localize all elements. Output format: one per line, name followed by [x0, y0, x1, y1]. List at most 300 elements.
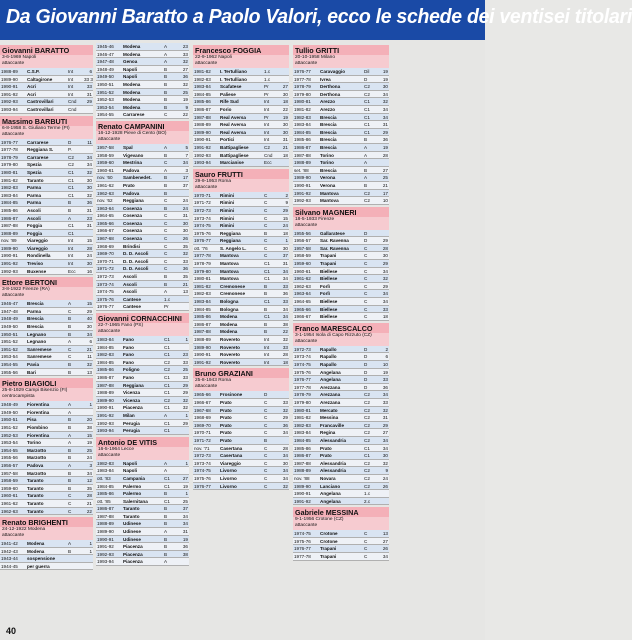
- career-row: [96, 543, 189, 551]
- player-name: Franco MARESCALCO: [293, 323, 389, 333]
- row-appearances: 19: [182, 483, 188, 489]
- row-appearances: 22: [282, 106, 288, 112]
- career-row: [96, 73, 189, 81]
- row-appearances: 31: [86, 91, 92, 97]
- row-appearances: 19: [86, 440, 92, 446]
- row-season: 1964-65: [294, 299, 311, 305]
- player-info-line: attaccante: [195, 384, 218, 390]
- row-club: Sar. Ravenna: [320, 238, 349, 244]
- row-season: 1979-80: [294, 91, 311, 97]
- row-season: 1993-94: [97, 428, 114, 434]
- row-season: 1990-91: [1, 84, 18, 90]
- row-appearances: 16: [86, 268, 92, 274]
- career-row: [0, 237, 93, 245]
- row-appearances: 34: [382, 291, 388, 297]
- career-row: [0, 300, 93, 308]
- row-league: C: [264, 200, 268, 206]
- career-row: [293, 313, 389, 321]
- row-appearances: 9: [385, 468, 388, 474]
- row-appearances: [280, 76, 289, 83]
- row-appearances: 22: [86, 508, 92, 514]
- player-info-line: attaccante: [295, 61, 318, 66]
- row-appearances: 37: [182, 506, 188, 512]
- row-club: Rapallo: [320, 346, 337, 352]
- row-league: A: [364, 175, 368, 181]
- row-appearances: 7: [185, 152, 188, 158]
- row-appearances: 1: [185, 412, 188, 418]
- row-league: B: [264, 437, 268, 443]
- row-season: 1980-81: [294, 407, 311, 413]
- career-table: [293, 68, 389, 205]
- career-row: [193, 237, 289, 245]
- row-season: 1989-90: [294, 175, 311, 181]
- row-season: 1985-86: [194, 314, 211, 320]
- page-number: 40: [6, 626, 17, 636]
- row-appearances: 33: [382, 377, 388, 383]
- career-row: [0, 508, 93, 516]
- row-appearances: 28: [86, 245, 92, 251]
- row-appearances: [84, 409, 93, 416]
- row-league: B: [164, 551, 168, 557]
- row-club: Carrarese: [123, 112, 145, 118]
- row-league: A: [164, 167, 168, 173]
- row-league: C1: [68, 185, 74, 191]
- row-club: Cremonese: [220, 291, 246, 297]
- career-row: [193, 76, 289, 84]
- row-season: 1976-77: [194, 238, 211, 244]
- row-season: 1975-76: [194, 230, 211, 236]
- career-row: [293, 275, 389, 283]
- career-row: [96, 389, 189, 397]
- row-appearances: 1: [89, 548, 92, 554]
- row-league: D: [68, 139, 72, 145]
- row-appearances: 34: [182, 160, 188, 166]
- row-league: A: [164, 412, 168, 418]
- row-season: ott. '83: [97, 475, 111, 481]
- career-table: [0, 540, 93, 570]
- row-league: C2: [364, 437, 370, 443]
- row-club: Sambenedet.: [123, 175, 152, 181]
- career-row: [0, 462, 93, 470]
- row-league: C1: [364, 99, 370, 105]
- row-league: A: [68, 462, 72, 468]
- row-club: Modena: [123, 97, 141, 103]
- row-league: B: [164, 66, 168, 72]
- career-row: [293, 237, 389, 245]
- row-appearances: 36: [282, 291, 288, 297]
- career-row: [96, 281, 189, 289]
- row-club: Prato: [220, 407, 232, 413]
- row-season: 1980-81: [194, 276, 211, 282]
- row-club: Cosenza: [123, 213, 142, 219]
- row-league: Int: [264, 106, 270, 112]
- row-club: Ascoli: [123, 274, 137, 280]
- row-league: C: [164, 220, 168, 226]
- row-season: 1971-72: [194, 200, 211, 206]
- row-season: 1946-47: [97, 51, 114, 57]
- career-row: [0, 447, 93, 455]
- row-season: 1988-89: [97, 390, 114, 396]
- row-appearances: 33: [382, 306, 388, 312]
- row-appearances: 29: [86, 308, 92, 314]
- player-info-line: attaccante: [195, 184, 218, 190]
- row-club: Brindisi: [123, 243, 141, 249]
- row-club: Caravaggio: [320, 69, 346, 74]
- row-club: Udinese: [123, 529, 141, 535]
- row-season: 1976-77: [294, 377, 311, 383]
- row-season: 1963-64: [97, 205, 114, 211]
- player-info: [0, 55, 93, 68]
- row-season: nov. '89: [1, 238, 17, 244]
- row-league: B: [364, 167, 368, 173]
- row-club: Brescia: [27, 301, 44, 307]
- row-club: Piacenza: [123, 551, 143, 557]
- row-club: Salernitana: [123, 498, 148, 504]
- row-appearances: 34: [86, 154, 92, 160]
- career-row: [293, 68, 389, 76]
- row-league: C: [364, 554, 368, 560]
- row-appearances: 37: [182, 182, 188, 188]
- row-club: Mantova: [220, 261, 239, 267]
- row-league: B: [68, 316, 72, 322]
- row-appearances: 34: [282, 306, 288, 312]
- row-club: Padova: [123, 167, 140, 173]
- row-appearances: 30: [86, 261, 92, 267]
- career-row: [0, 139, 93, 147]
- row-season: 1984-85: [1, 200, 18, 206]
- row-league: C: [164, 160, 168, 166]
- row-appearances: 24: [182, 205, 188, 211]
- career-row: [0, 308, 93, 316]
- row-season: 1975-76: [97, 296, 114, 302]
- row-season: 1953-54: [1, 440, 18, 446]
- player-name: Silvano MAGNERI: [293, 207, 389, 217]
- row-season: nov. '60: [97, 175, 113, 181]
- career-row: [293, 475, 389, 483]
- player-info: [193, 378, 289, 391]
- row-club: Battipagliese: [220, 144, 249, 150]
- row-league: C: [264, 445, 268, 451]
- career-row: [96, 152, 189, 160]
- row-league: C: [68, 493, 72, 499]
- row-season: 1981-82: [294, 415, 311, 421]
- row-appearances: 34: [382, 106, 388, 112]
- row-club: Rondinella: [27, 253, 51, 259]
- row-season: 1962-63: [1, 508, 18, 514]
- row-appearances: [180, 467, 189, 474]
- row-appearances: 12: [86, 478, 92, 484]
- row-appearances: 37: [282, 253, 288, 259]
- row-league: C: [264, 468, 268, 474]
- player-info-line: 25-8-1929 Campi Bisenzio (FI): [2, 388, 68, 394]
- row-season: 1969-70: [194, 422, 211, 428]
- row-season: 1987-88: [97, 513, 114, 519]
- row-appearances: 36: [86, 200, 92, 206]
- row-season: 1973-74: [194, 215, 211, 221]
- row-appearances: 31: [182, 213, 188, 219]
- career-row: [193, 83, 289, 91]
- row-appearances: 32: [282, 337, 288, 342]
- player-info-line: 29-9-1953 Roma: [195, 178, 231, 184]
- row-league: B: [164, 536, 168, 542]
- player-info-line: 22-9-1962 Napoli: [195, 55, 232, 60]
- row-season: 1975-76: [194, 475, 211, 481]
- career-row: [193, 199, 289, 207]
- row-appearances: 30: [282, 122, 288, 128]
- row-league: B: [264, 306, 268, 312]
- row-appearances: 33: [86, 84, 92, 90]
- row-season: 1967-68: [97, 236, 114, 242]
- row-appearances: 35: [182, 243, 188, 249]
- row-club: Napoli: [123, 66, 138, 72]
- row-season: 1958-59: [1, 478, 18, 484]
- career-row: [293, 498, 389, 506]
- row-season: 1941-42: [1, 541, 18, 547]
- row-season: 1960-61: [97, 167, 114, 173]
- row-appearances: 32: [382, 407, 388, 413]
- career-row: [0, 346, 93, 354]
- career-row: [193, 275, 289, 283]
- player-info: [96, 323, 189, 336]
- row-season: 1989-90: [294, 483, 311, 489]
- row-club: D. D. Ascoli: [123, 251, 149, 257]
- row-appearances: 34: [382, 392, 388, 398]
- row-league: C2: [364, 407, 370, 413]
- row-appearances: 2: [385, 346, 388, 352]
- row-season: 1977-78: [294, 554, 311, 560]
- row-league: C1: [164, 374, 170, 380]
- row-club: C.S.P.: [27, 69, 40, 74]
- row-club: Frosinone: [220, 392, 243, 398]
- row-appearances: 11: [87, 354, 92, 360]
- career-row: [96, 182, 189, 190]
- row-club: Mantova: [220, 268, 239, 274]
- career-row: [96, 303, 189, 311]
- career-row: [293, 98, 389, 106]
- career-row: [293, 376, 389, 384]
- career-table: [96, 460, 189, 566]
- career-table: [293, 230, 389, 321]
- career-row: [293, 538, 389, 546]
- row-league: C2: [364, 430, 370, 436]
- row-club: Biellese: [320, 276, 338, 282]
- row-season: 1986-87: [294, 144, 311, 150]
- career-row: [0, 369, 93, 377]
- row-club: Livorno: [220, 468, 237, 474]
- row-appearances: 29: [382, 238, 388, 244]
- row-season: 1984-85: [194, 91, 211, 97]
- row-appearances: 21: [382, 182, 388, 188]
- career-row: [0, 361, 93, 369]
- career-row: [293, 283, 389, 291]
- career-row: [96, 174, 189, 182]
- row-league: C1: [164, 382, 170, 388]
- row-season: 1958-59: [97, 152, 114, 158]
- row-appearances: 26: [382, 546, 388, 552]
- row-season: 1990-91: [194, 352, 211, 358]
- row-league: C1: [364, 122, 370, 128]
- career-row: [0, 68, 93, 76]
- row-league: A: [364, 144, 368, 150]
- row-club: Paliese: [220, 91, 236, 97]
- row-club: Novara: [320, 475, 336, 481]
- player-name: Renato BRIGHENTI: [0, 517, 93, 527]
- row-league: B: [68, 324, 72, 330]
- row-season: 1988-89: [194, 337, 211, 342]
- row-club: Taranto: [123, 506, 140, 512]
- row-league: C1: [68, 223, 74, 229]
- row-league: A: [164, 529, 168, 535]
- row-club: S. Angelo L.: [220, 245, 247, 251]
- row-club: Rapallo: [320, 354, 337, 360]
- career-row: [96, 288, 189, 296]
- row-season: 1985-86: [294, 137, 311, 143]
- row-appearances: 27: [382, 167, 388, 173]
- row-club: Modena: [123, 44, 141, 49]
- row-league: D: [364, 238, 368, 244]
- career-row: [0, 222, 93, 230]
- player-info-line: attaccante: [295, 222, 318, 228]
- row-appearances: 32: [182, 59, 188, 65]
- player-info: [0, 287, 93, 300]
- player-info-line: 20-10-1958 Milano: [295, 55, 336, 60]
- row-league: B: [164, 521, 168, 527]
- career-row: [293, 136, 389, 144]
- row-league: B: [68, 417, 72, 423]
- row-club: Fano: [123, 337, 134, 342]
- row-appearances: [180, 344, 189, 351]
- row-appearances: 18: [282, 99, 288, 105]
- row-club: Rimini: [220, 192, 235, 198]
- row-appearances: 15: [86, 301, 92, 307]
- career-row: [293, 76, 389, 84]
- row-club: Alessandria: [320, 437, 347, 443]
- row-club: Piacenza: [123, 544, 143, 550]
- row-club: Casertana: [220, 453, 243, 459]
- career-row: [293, 190, 389, 198]
- row-club: Pavia: [27, 362, 40, 367]
- row-club: Brescia: [320, 129, 337, 135]
- row-club: D. D. Ascoli: [123, 266, 149, 272]
- row-league: C1: [164, 337, 170, 342]
- row-appearances: 27: [382, 538, 388, 544]
- row-club: Rapallo: [320, 362, 337, 367]
- career-row: [96, 220, 189, 228]
- row-club: Rovereto: [220, 337, 240, 342]
- row-appearances: 34: [282, 468, 288, 474]
- row-season: 1973-74: [294, 354, 311, 360]
- career-row: [0, 177, 93, 185]
- row-league: C1: [164, 390, 170, 396]
- row-season: 1983-84: [194, 84, 211, 90]
- row-league: C: [264, 207, 268, 213]
- row-club: Gallaratese: [320, 230, 345, 236]
- player-name: Ettore BERTONI: [0, 277, 93, 287]
- row-club: Rimini: [220, 223, 235, 229]
- row-league: A: [68, 339, 72, 345]
- career-row: [293, 245, 389, 253]
- row-appearances: 24: [86, 455, 92, 461]
- row-league: D: [364, 354, 368, 360]
- row-club: Marzotto: [27, 455, 47, 461]
- row-league: B: [164, 104, 168, 110]
- row-league: C: [264, 453, 268, 459]
- row-appearances: 28: [382, 245, 388, 251]
- row-league: C2: [364, 475, 370, 481]
- career-row: [96, 558, 189, 566]
- career-row: [96, 235, 189, 243]
- row-appearances: 24: [382, 475, 388, 481]
- row-season: nov. '62: [97, 198, 113, 204]
- row-league: B: [68, 207, 72, 213]
- career-row: [293, 167, 389, 175]
- row-league: C: [264, 430, 268, 436]
- row-club: Vicenza: [123, 397, 141, 403]
- career-row: [0, 548, 93, 556]
- row-club: Crotone: [320, 531, 338, 537]
- row-season: 1991-92: [194, 144, 211, 150]
- row-appearances: 15: [86, 432, 92, 438]
- row-season: 1993-94: [97, 559, 114, 565]
- row-appearances: 38: [282, 321, 288, 327]
- row-appearances: 23: [182, 352, 188, 358]
- career-table: [96, 336, 189, 435]
- player-name: Renato CAMPANINI: [96, 121, 189, 131]
- row-club: Legnano: [27, 331, 47, 337]
- row-club: Crotone: [320, 538, 338, 544]
- career-row: [293, 159, 389, 167]
- row-appearances: 34: [382, 91, 388, 97]
- career-row: [96, 273, 189, 281]
- career-row: [96, 483, 189, 491]
- row-season: 1985-86: [1, 207, 18, 213]
- row-season: 1956-57: [1, 462, 18, 468]
- row-appearances: 34: [182, 513, 188, 519]
- row-appearances: 31: [86, 207, 92, 213]
- row-season: 1972-73: [97, 274, 114, 280]
- player-info: [293, 517, 389, 530]
- career-row: [193, 268, 289, 276]
- row-appearances: 22: [182, 112, 188, 118]
- row-season: 1985-86: [294, 445, 311, 451]
- row-season: 1970-71: [97, 258, 114, 264]
- row-club: Real Aversa: [220, 122, 246, 128]
- row-league: Cnd: [264, 152, 273, 158]
- row-club: Derthona: [320, 84, 341, 90]
- row-appearances: 28: [282, 352, 288, 358]
- row-club: Forio: [220, 106, 232, 112]
- row-league: C1: [264, 276, 270, 282]
- row-club: Acri: [27, 84, 36, 90]
- row-club: Cosenza: [123, 228, 142, 234]
- career-row: [193, 136, 289, 144]
- row-club: Prato: [320, 453, 332, 459]
- row-club: Cantese: [123, 304, 141, 310]
- row-season: 1972-73: [194, 207, 211, 213]
- row-league: A: [164, 559, 168, 565]
- career-row: [0, 260, 93, 268]
- row-season: 1991-92: [1, 261, 18, 267]
- row-league: B: [164, 97, 168, 103]
- row-season: 1989-90: [194, 344, 211, 350]
- career-row: [293, 407, 389, 415]
- row-club: Brescia: [27, 324, 44, 330]
- career-row: [96, 66, 189, 74]
- row-appearances: [380, 159, 389, 166]
- row-season: 1992-93: [1, 99, 18, 105]
- career-row: [0, 76, 93, 84]
- row-league: C: [264, 460, 268, 466]
